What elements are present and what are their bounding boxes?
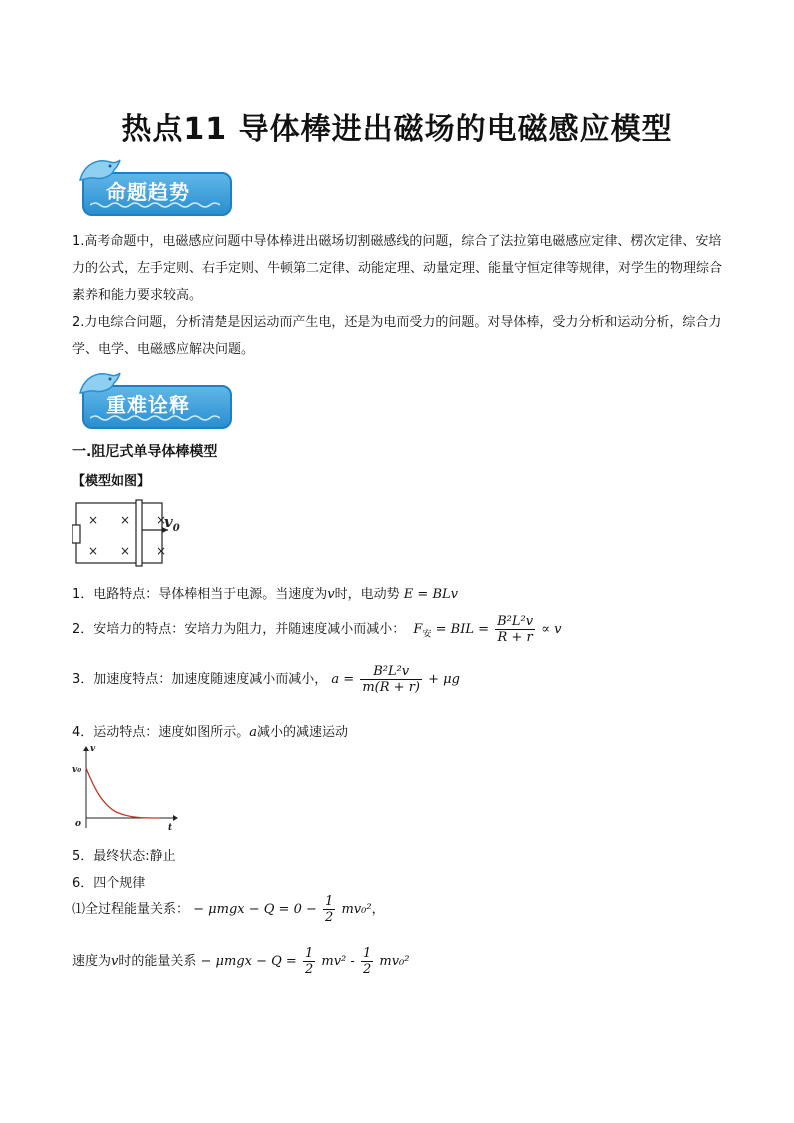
conductor-rod [136, 500, 142, 566]
circuit-diagram [72, 497, 192, 569]
section-badge-key-points [76, 373, 236, 433]
item-6: 6．四个规律 [72, 876, 146, 891]
graph-v0-label: v₀ [72, 765, 82, 775]
wave-decoration [90, 200, 220, 210]
section-heading: 一.阻尼式单导体棒模型 [72, 444, 218, 460]
velocity-label: $v_0$ [164, 513, 180, 534]
section-badge-trend [76, 160, 236, 220]
page-title: 热点11 导体棒进出磁场的电磁感应模型 [121, 112, 673, 147]
item-2: 2．安培力的特点：安培力为阻力，并随速度减小而减小： $F_安$ = BIL = $\frac{\text{B²L²v}}{R + r}$ ∝ v [72, 614, 562, 645]
law-1: ⑴全过程能量关系： − μmgx − Q = 0 − $\frac{1}{2}$ mv₀²， [72, 894, 385, 925]
item-5: 5．最终状态:静止 [72, 849, 176, 864]
field-mark-4: × [88, 544, 99, 558]
badge-label: 命题趋势 [106, 180, 190, 204]
field-mark-2: × [120, 513, 131, 527]
badge-label: 重难诠释 [106, 393, 190, 417]
model-label: 【模型如图】 [72, 474, 151, 489]
trend-paragraph-2: 2.力电综合问题，分析清楚是因运动而产生电，还是为电而受力的问题。对导体棒，受力分析和运动分析，综合力学、电学、电磁感应解决问题。 [72, 315, 722, 357]
wave-decoration [90, 413, 220, 423]
field-mark-5: × [120, 544, 131, 558]
law-2: 速度为v时的能量关系 − μmgx − Q = $\frac{1}{2}$ mv² - $\frac{1}{2}$ mv₀² [72, 946, 410, 977]
item-3: 3．加速度特点：加速度随速度减小而减小， a = $\frac{\text{B²L²v}}{m(R + r)}$ + μg [72, 664, 460, 695]
graph-origin-label: o [75, 819, 82, 829]
graph-x-label: t [168, 823, 173, 833]
field-mark-1: × [88, 513, 99, 527]
graph-y-label: v [90, 744, 96, 754]
field-mark-6: × [156, 544, 167, 558]
item-4: 4．运动特点：速度如图所示。a减小的减速运动 [72, 725, 349, 740]
trend-paragraph-1: 1.高考命题中，电磁感应问题中导体棒进出磁场切割磁感线的问题，综合了法拉第电磁感应定律、楞次定律、安培力的公式，左手定则、右手定则、牛顿第二定律、动能定理、动量定理、能量守恒定律等规律，对学生的物理综合素养和能力要求较高。 [72, 234, 723, 303]
item-1: 1．电路特点：导体棒相当于电源。当速度为v时，电动势 E = BLv [72, 587, 458, 602]
velocity-curve [86, 768, 160, 818]
resistor [72, 525, 80, 543]
velocity-graph [72, 742, 182, 834]
field-mark-3: × [156, 513, 167, 527]
